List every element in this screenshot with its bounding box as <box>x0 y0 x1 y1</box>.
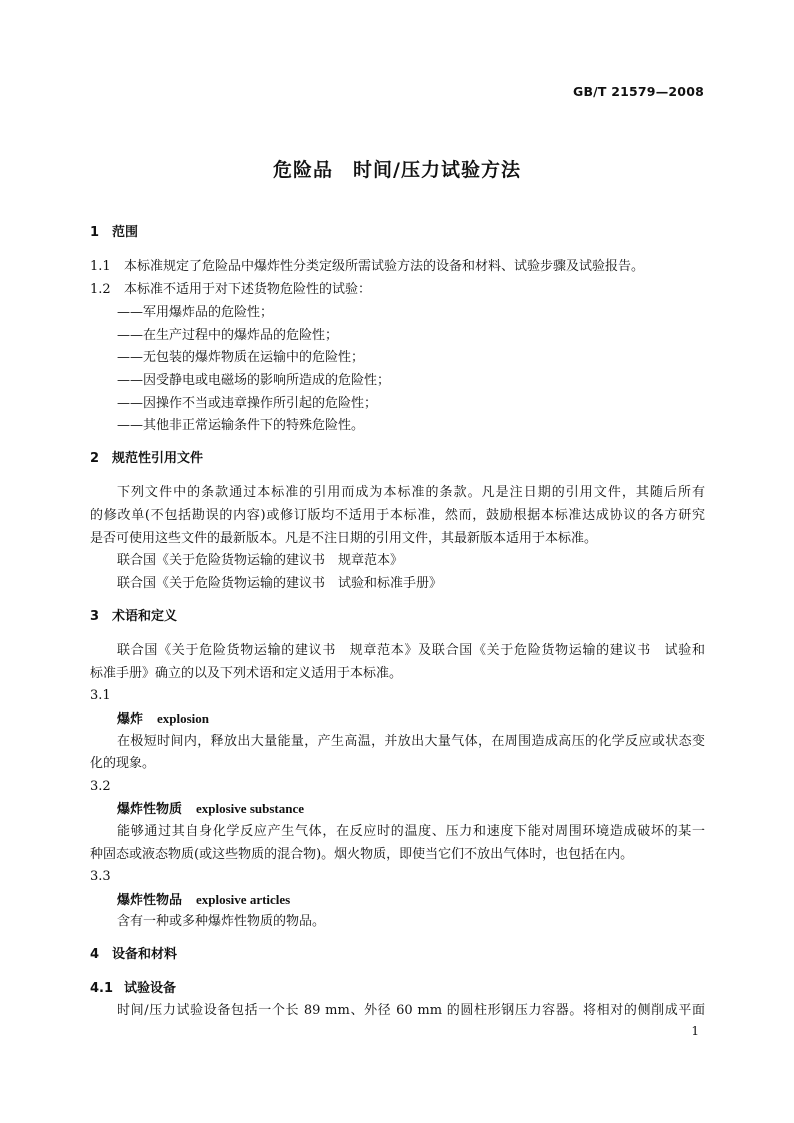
term-entry <box>117 891 705 910</box>
list-item: ——因受静电或电磁场的影响所造成的危险性； <box>117 373 391 388</box>
list-item: ——因操作不当或违章操作所引起的危险性； <box>117 396 378 411</box>
paragraph-line: 联合国《关于危险货物运输的建议书 规章范本》及联合国《关于危险货物运输的建议书 试验和 <box>117 643 705 658</box>
term-zh: 爆炸 <box>117 712 144 727</box>
paragraph-line: 的修改单(不包括勘误的内容)或修订版均不适用于本标准，然而，鼓励根据本标准达成协议的各方研究 <box>90 508 705 523</box>
subsection-4-1-heading <box>90 980 705 998</box>
definition-line: 能够通过其自身化学反应产生气体，在反应时的温度、压力和速度下能对周围环境造成破坏的某一 <box>117 824 705 839</box>
clause-text: 本标准规定了危险品中爆炸性分类定级所需试验方法的设备和材料、试验步骤及试验报告。 <box>124 259 645 274</box>
section-3-heading <box>90 608 705 626</box>
section-number: 1 <box>90 225 100 240</box>
page-number: 1 <box>691 1024 699 1038</box>
subsection-number: 4.1 <box>90 981 114 996</box>
list-item: ——军用爆炸品的危险性； <box>117 305 274 320</box>
document-title: 危险品 时间/压力试验方法 <box>273 159 521 181</box>
section-4-heading <box>90 946 705 964</box>
clause-1-2 <box>90 281 705 299</box>
paragraph-line: 时间/压力试验设备包括一个长 89 mm、外径 60 mm 的圆柱形钢压力容器。将相对的侧削成平面 <box>117 1003 705 1018</box>
list-item: ——无包装的爆炸物质在运输中的危险性； <box>117 350 365 365</box>
list-item: ——在生产过程中的爆炸品的危险性； <box>117 328 339 343</box>
clause-text: 本标准不适用于对下述货物危险性的试验： <box>124 282 372 297</box>
paragraph-line: 下列文件中的条款通过本标准的引用而成为本标准的条款。凡是注日期的引用文件，其随后所有 <box>117 485 705 500</box>
clause-1-1 <box>90 258 705 276</box>
section-number: 3 <box>90 609 100 624</box>
reference-item: 联合国《关于危险货物运输的建议书 试验和标准手册》 <box>117 576 443 591</box>
term-number: 3.1 <box>90 688 111 703</box>
term-number: 3.2 <box>90 779 111 794</box>
paragraph-line: 是否可使用这些文件的最新版本。凡是不注日期的引用文件，其最新版本适用于本标准。 <box>90 531 598 546</box>
paragraph-line: 标准手册》确立的以及下列术语和定义适用于本标准。 <box>90 666 403 681</box>
definition-line: 含有一种或多种爆炸性物质的物品。 <box>117 914 326 929</box>
term-en: explosive articles <box>196 892 291 907</box>
definition-line: 种固态或液态物质(或这些物质的混合物)。烟火物质，即使当它们不放出气体时，也包括在内。 <box>90 847 634 862</box>
section-title: 规范性引用文件 <box>112 451 204 466</box>
section-number: 4 <box>90 947 100 962</box>
term-entry <box>117 800 705 819</box>
section-title: 术语和定义 <box>112 609 178 624</box>
term-zh: 爆炸性物质 <box>117 802 183 817</box>
section-title: 范围 <box>112 225 139 240</box>
subsection-title: 试验设备 <box>124 981 177 996</box>
term-zh: 爆炸性物品 <box>117 893 183 908</box>
section-1-heading <box>90 224 705 242</box>
term-en: explosive substance <box>196 801 304 816</box>
standard-number: GB/T 21579—2008 <box>572 84 704 99</box>
clause-number: 1.2 <box>90 282 111 297</box>
definition-line: 化的现象。 <box>90 756 156 771</box>
reference-item: 联合国《关于危险货物运输的建议书 规章范本》 <box>117 553 404 568</box>
term-number: 3.3 <box>90 869 111 884</box>
definition-line: 在极短时间内，释放出大量能量，产生高温，并放出大量气体，在周围造成高压的化学反应或状态变 <box>117 734 705 749</box>
section-2-heading <box>90 450 705 468</box>
clause-number: 1.1 <box>90 259 111 274</box>
term-en: explosion <box>157 711 210 726</box>
section-number: 2 <box>90 451 100 466</box>
section-title: 设备和材料 <box>112 947 178 962</box>
term-entry <box>117 710 705 729</box>
list-item: ——其他非正常运输条件下的特殊危险性。 <box>117 418 365 433</box>
